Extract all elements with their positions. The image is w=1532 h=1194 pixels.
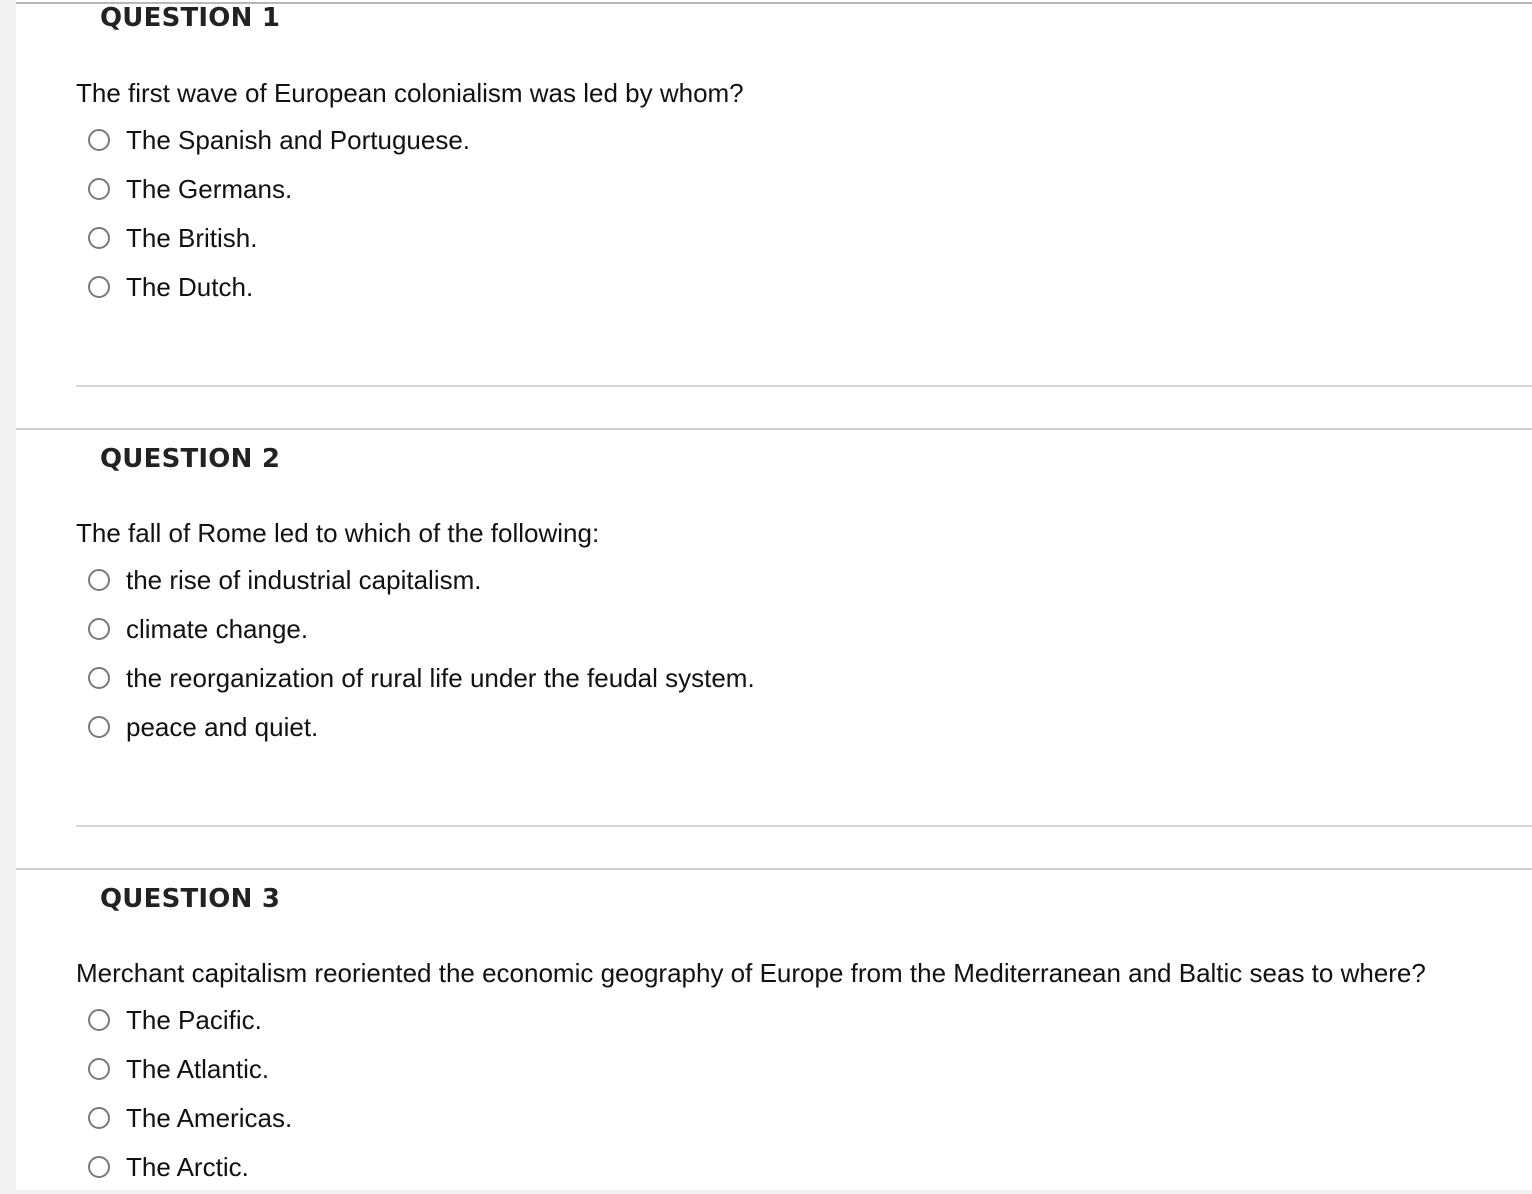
radio-button[interactable] (88, 129, 110, 151)
answer-option-label: peace and quiet. (126, 712, 319, 742)
answer-option[interactable] (88, 1102, 292, 1134)
radio-button[interactable] (88, 667, 110, 689)
radio-button[interactable] (88, 618, 110, 640)
answer-option[interactable] (88, 711, 318, 743)
question-heading: QUESTION 1 (100, 3, 281, 33)
question-text: The first wave of European colonialism was led by whom? (76, 78, 744, 108)
bottom-strip (0, 1190, 1532, 1194)
answer-option-label: climate change. (126, 614, 309, 644)
answer-option[interactable] (88, 1053, 269, 1085)
answer-option-label: The Pacific. (126, 1005, 262, 1035)
question-heading: QUESTION 2 (100, 444, 281, 474)
answer-option-label: The Atlantic. (126, 1054, 270, 1084)
question-separator (16, 428, 1532, 430)
question-heading: QUESTION 3 (100, 884, 281, 914)
answer-option-label: The British. (126, 223, 258, 253)
answer-divider (76, 825, 1532, 827)
answer-option[interactable] (88, 222, 258, 254)
answer-option-label: the rise of industrial capitalism. (126, 565, 482, 595)
question-separator (16, 868, 1532, 870)
answer-divider (76, 385, 1532, 387)
answer-option-label: The Americas. (126, 1103, 293, 1133)
answer-option[interactable] (88, 124, 470, 156)
radio-button[interactable] (88, 1156, 110, 1178)
radio-button[interactable] (88, 227, 110, 249)
question-1 (16, 0, 1532, 428)
answer-option-label: The Spanish and Portuguese. (126, 125, 471, 155)
radio-button[interactable] (88, 1058, 110, 1080)
answer-option[interactable] (88, 1004, 262, 1036)
answer-option[interactable] (88, 613, 308, 645)
radio-button[interactable] (88, 1107, 110, 1129)
radio-button[interactable] (88, 276, 110, 298)
question-3 (16, 868, 1532, 1194)
answer-option-label: the reorganization of rural life under the feudal system. (126, 663, 755, 693)
left-gutter (0, 0, 16, 1194)
radio-button[interactable] (88, 716, 110, 738)
answer-option[interactable] (88, 1151, 249, 1183)
answer-option[interactable] (88, 564, 481, 596)
answer-option-label: The Germans. (126, 174, 293, 204)
question-2 (16, 428, 1532, 868)
question-text: Merchant capitalism reoriented the economic geography of Europe from the Mediterranean and Baltic seas to where? (76, 958, 1426, 988)
radio-button[interactable] (88, 569, 110, 591)
answer-option-label: The Dutch. (126, 272, 254, 302)
answer-option[interactable] (88, 271, 253, 303)
answer-option[interactable] (88, 173, 292, 205)
answer-option-label: The Arctic. (126, 1152, 249, 1182)
radio-button[interactable] (88, 1009, 110, 1031)
question-text: The fall of Rome led to which of the following: (76, 518, 600, 548)
answer-option[interactable] (88, 662, 755, 694)
radio-button[interactable] (88, 178, 110, 200)
